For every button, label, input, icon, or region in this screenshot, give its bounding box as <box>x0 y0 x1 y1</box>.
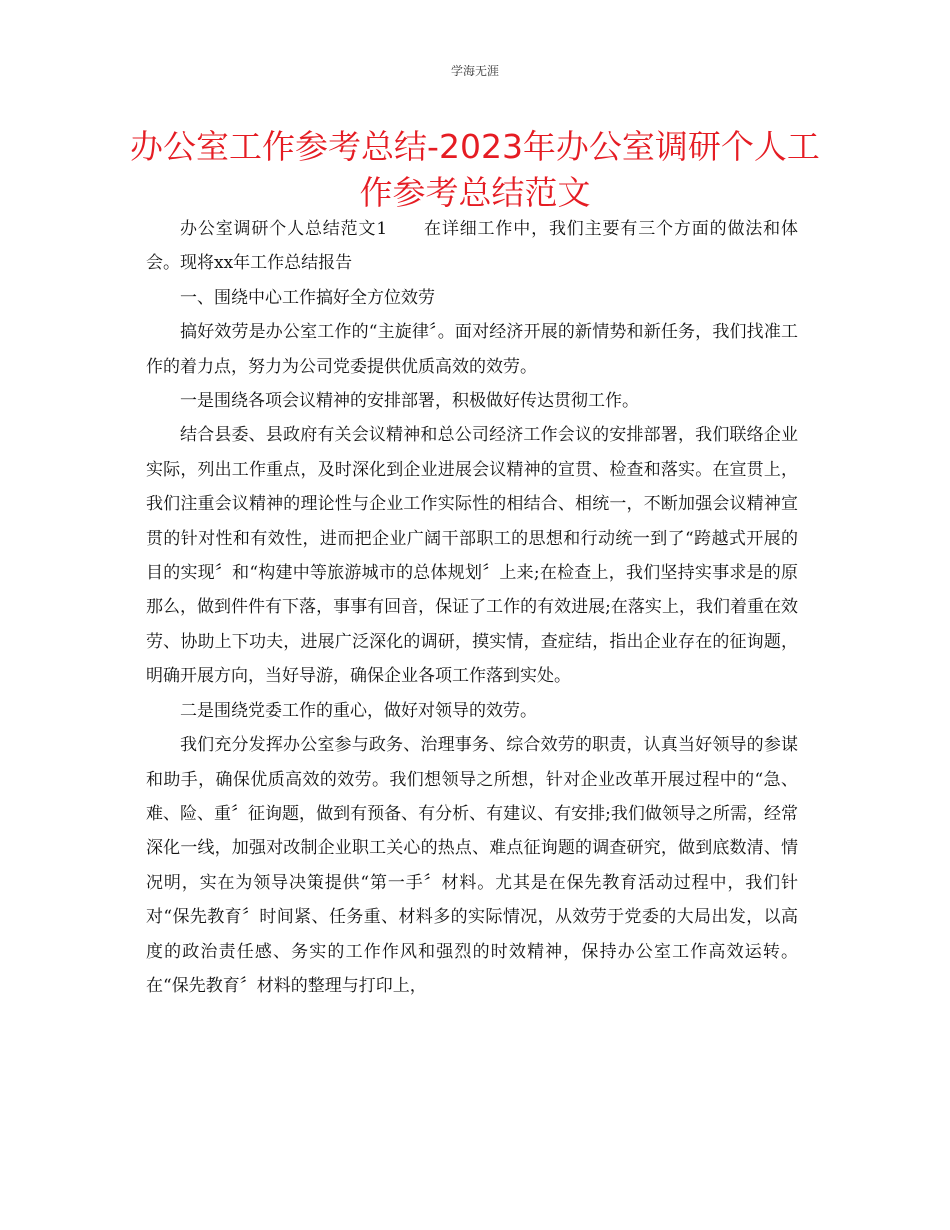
section-heading-1: 一、围绕中心工作搞好全方位效劳 <box>180 287 435 308</box>
paragraph-intro <box>146 212 798 281</box>
intro-text: 在详细工作中，我们主要有三个方面的做法和体会。现将xx年工作总结报告 <box>146 219 798 274</box>
intro-heading: 办公室调研个人总结范文1 <box>180 219 388 239</box>
subheading-1: 一是围绕各项会议精神的安排部署，积极做好传达贯彻工作。 <box>180 391 639 412</box>
page-header: 学海无涯 <box>450 64 499 78</box>
paragraph: 搞好效劳是办公室工作的“主旋律〞。面对经济开展的新情势和新任务，我们找准工作的着力点，努力为公司党委提供优质高效的效劳。 <box>146 322 798 377</box>
subheading-2: 二是围绕党委工作的重心，做好对领导的效劳。 <box>180 700 537 721</box>
paragraph: 我们充分发挥办公室参与政务、治理事务、综合效劳的职责，认真当好领导的参谋和助手，确保优质高效的效劳。我们想领导之所想，针对企业改革开展过程中的“急、难、险、重〞征询题，做到有预备、有分析、有建议、有安排;我们做领导之所需，经常深化一线，加强对改制企业职工关心的热点、难点征询题的调查研究，做到底数清、情况明，实在为领导决策提供“第一手〞材料。尤其是在保先教育活动过程中，我们针对“保先教育〞时间紧、任务重、材料多的实际情况，从效劳于党委的大局出发，以高度的政治责任感、务实的工作作风和强烈的时效精神，保持办公室工作高效运转。在“保先教育〞材料的整理与打印上， <box>146 735 798 996</box>
document-body <box>146 212 798 1003</box>
document-title: 办公室工作参考总结-2023年办公室调研个人工作参考总结范文 <box>130 127 820 212</box>
paragraph: 结合县委、县政府有关会议精神和总公司经济工作会议的安排部署，我们联络企业实际，列出工作重点，及时深化到企业进展会议精神的宣贯、检查和落实。在宣贯上，我们注重会议精神的理论性与企业工作实际性的相结合、相统一，不断加强会议精神宣贯的针对性和有效性，进而把企业广阔干部职工的思想和行动统一到了“跨越式开展的目的实现〞和“构建中等旅游城市的总体规划〞上来;在检查上，我们坚持实事求是的原那么，做到件件有下落，事事有回音，保证了工作的有效进展;在落实上，我们着重在效劳、协助上下功夫，进展广泛深化的调研，摸实情，查症结，指出企业存在的征询题，明确开展方向，当好导游，确保企业各项工作落到实处。 <box>146 425 798 687</box>
